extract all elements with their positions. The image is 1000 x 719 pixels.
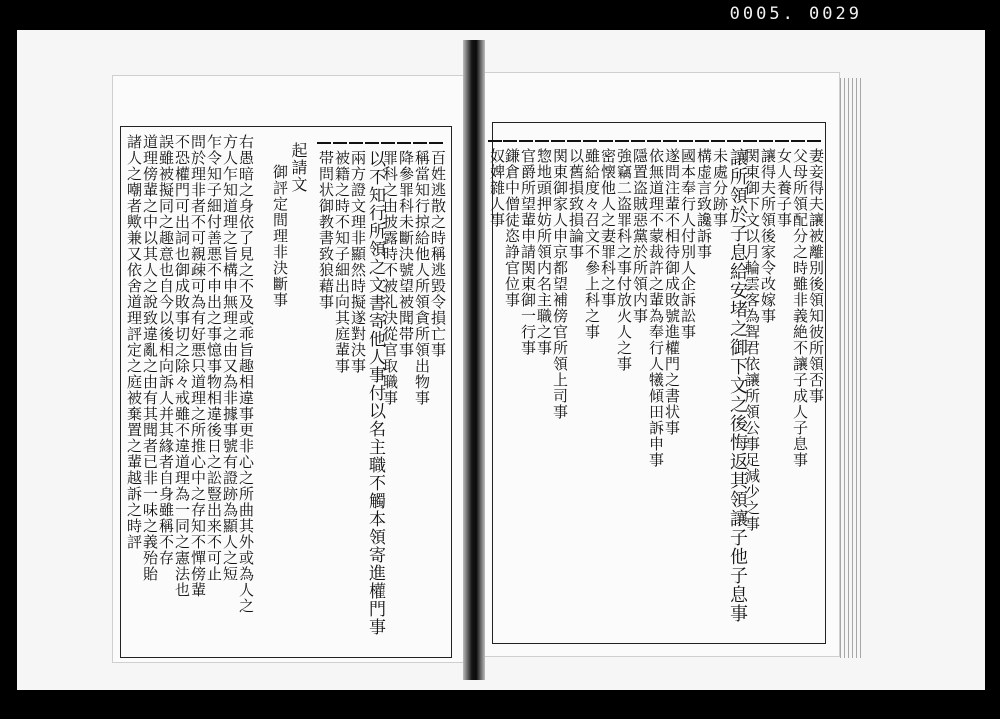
right-item-16: 関東御家人申京都望補傍官所領上司事 [551,148,569,420]
item-bullet [381,142,395,144]
right-item-11: 隱置盗賊惡黨於所領内事 [631,148,649,324]
oath-title: 起請文 [289,142,308,193]
right-item-2: 女人養子事 [775,148,793,228]
oath-body-line-4: 不恐權門可出詞也御成敗事切之除々戒雖不違道理為一同之憲法也 [173,134,191,598]
left-item-3: 罪科之由披露時不被礼決從官取職事 [381,150,399,406]
item-bullet [503,140,517,142]
right-item-17: 惣地頭押妨所領内名主職之事 [535,148,553,356]
right-item-8: 國本奉行人付別人企訴訟事 [679,148,697,340]
item-bullet [679,140,693,142]
right-item-5: 讓所領於子息給安堵之御下文之後悔返其領讓子他子息事 [727,148,748,623]
right-item-4: 関東御下文以月輪雲客為聟君依讓所領公事足減少之事 [743,148,761,532]
right-item-3: 讓得夫所領後家令改嫁事 [759,148,777,324]
right-item-20: 奴婢雜人事 [488,148,506,228]
item-bullet [615,140,629,142]
right-item-15: 以舊損致損論事 [567,148,585,260]
right-item-18: 官爵所望輩申請関東御一行事 [519,148,537,356]
item-bullet [551,140,565,142]
item-bullet [365,142,379,144]
item-bullet [727,140,741,142]
left-item-6: 被籍之時不知子細出向其庭輩事 [333,150,351,374]
left-item-2: 降參罪科未斷決號望被聞帯事 [397,150,415,358]
oath-subtitle: 御評定間理非決斷事 [271,164,289,308]
item-bullet [519,140,533,142]
right-item-12: 強竊二盗罪科之事付放火人之事 [615,148,633,372]
right-item-9: 遂問注輩不相待御成敗號進權門之書状事 [663,148,681,436]
right-item-0: 妻妾得夫讓被離別後領知彼所領否事 [807,148,825,404]
item-bullet [397,142,411,144]
oath-body-line-5: 誤雖被擬同之趣意也自今以後相向訴人并其緣者自身雖稱不存 [157,134,175,566]
book-gutter [463,40,485,680]
left-item-4: 以不知行所領之文書寄他人事付以名主職不觸本領寄進權門事 [365,150,385,636]
left-item-7: 帯問状御教書致狼藉事 [317,150,335,310]
left-item-0: 百姓逃散之時稱逃毀令損亡事 [429,150,447,358]
right-item-7: 構虚言致讒訴事 [695,148,713,260]
item-bullet [807,140,821,142]
left-item-1: 稱當知行掠給他人所領貪所領出物事 [413,150,431,406]
oath-body-line-2: 乍令知子細付善悪不申出之事憶事物相違後日之訟豎出来不可止 [205,134,223,582]
item-bullet [567,140,581,142]
item-bullet [775,140,789,142]
right-item-14: 雖給度々召文不參上科之事 [583,148,601,340]
item-bullet [349,142,363,144]
item-bullet [317,142,331,144]
item-bullet [535,140,549,142]
page-edge-stack [838,78,864,658]
item-bullet [663,140,677,142]
right-item-6: 未處分跡事 [711,148,729,228]
item-bullet [647,140,661,142]
item-bullet [333,142,347,144]
oath-body-line-1: 方人乍知道理之旨構申無理之由又為非據事號有證跡為顯人之短 [221,134,239,582]
left-item-5: 兩方證文理非顯然時擬遂對決事 [349,150,367,374]
item-bullet [488,140,502,142]
item-bullet [711,140,725,142]
right-item-10: 依無道理不蒙裁許之輩為奉行人犧傾田訴申事 [647,148,665,468]
item-bullet [695,140,709,142]
right-item-13: 密懐他人之妻罪科之事 [599,148,617,308]
item-bullet [413,142,427,144]
item-bullet [759,140,773,142]
item-bullet [743,140,757,142]
oath-body-line-6: 道理傍輩之中以其人之說致違亂之由有其聞者已非一味之義殆貽 [141,134,159,582]
oath-body-line-3: 問於理非者不可親疎可為有好悪只道理之所推心中之存知不憚傍輩 [189,134,207,598]
item-bullet [429,142,443,144]
right-item-19: 鎌倉中僧徒恣諍官位事 [503,148,521,308]
item-bullet [791,140,805,142]
oath-body-line-0: 右愚暗之身依了見之不及或乖旨趣相違事更非心之所曲其外或為人之 [237,134,255,614]
item-bullet [631,140,645,142]
oath-body-line-7: 諸人之嘲者歟兼又依舍道理評定之庭被棄置之輩越訴之時評 [125,134,143,550]
item-bullet [583,140,597,142]
right-item-1: 父母所領配分之時雖非義絶不讓子成人子息事 [791,148,809,468]
item-bullet [599,140,613,142]
frame-number: 0005. 0029 [729,4,862,24]
